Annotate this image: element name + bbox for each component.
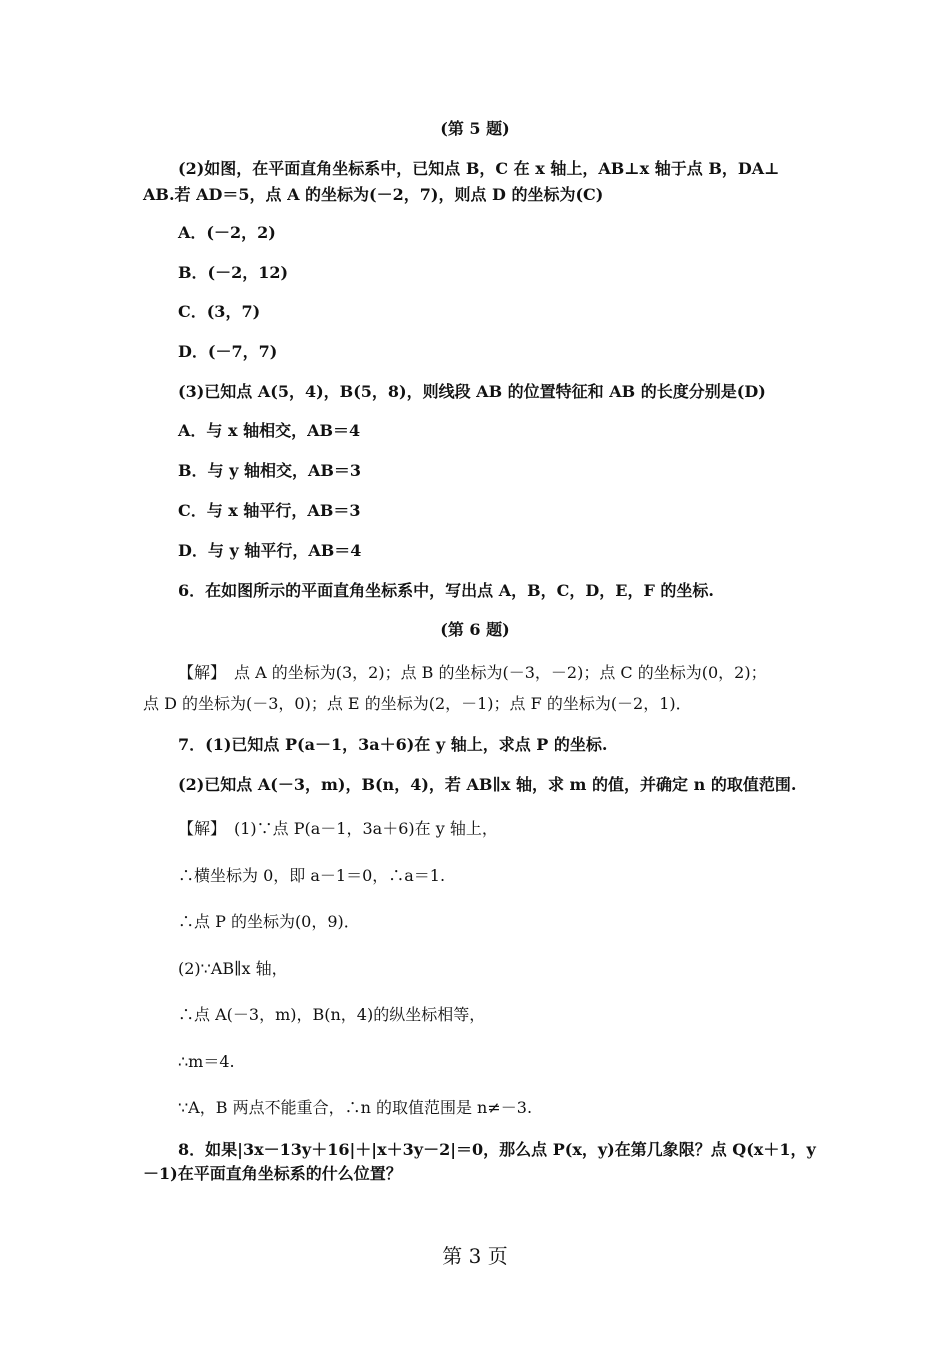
problem5-q3-option-b: B．与 y 轴相交，AB＝3 [178, 461, 362, 480]
problem5-q3-option-a: A．与 x 轴相交，AB＝4 [178, 421, 361, 440]
problem5-q2-line2: AB.若 AD＝5，点 A 的坐标为(－2，7)，则点 D 的坐标为(C) [143, 185, 604, 204]
problem7-solution-line6: ∴m＝4. [178, 1052, 235, 1071]
problem7-solution-line1: 【解】 (1)∵点 P(a－1，3a＋6)在 y 轴上， [178, 819, 498, 838]
problem5-q3-option-c: C．与 x 轴平行，AB＝3 [178, 501, 361, 520]
problem7-solution-line4: (2)∵AB∥x 轴， [178, 959, 288, 978]
problem5-q3-option-d: D．与 y 轴平行，AB＝4 [178, 541, 362, 560]
problem5-q3-stem: (3)已知点 A(5，4)，B(5，8)，则线段 AB 的位置特征和 AB 的长度分别是(D) [178, 382, 766, 401]
problem7-solution-line5: ∴点 A(－3，m)，B(n，4)的纵坐标相等， [178, 1005, 486, 1024]
problem6-solution-line2: 点 D 的坐标为(－3，0)；点 E 的坐标为(2，－1)；点 F 的坐标为(－2，1)． [143, 694, 692, 713]
problem6-solution-line1: 【解】 点 A 的坐标为(3，2)；点 B 的坐标为(－3，－2)；点 C 的坐标为(0，2)； [178, 663, 767, 682]
problem7-solution-line2: ∴横坐标为 0，即 a－1＝0，∴a＝1. [178, 866, 446, 885]
problem5-q2-option-a: A．(－2，2) [178, 223, 276, 242]
problem7-q2: (2)已知点 A(－3，m)，B(n，4)，若 AB∥x 轴，求 m 的值，并确定 n 的取值范围. [178, 775, 797, 794]
problem6-stem: 6．在如图所示的平面直角坐标系中，写出点 A，B，C，D，E，F 的坐标. [178, 581, 714, 600]
problem5-q2-option-c: C．(3，7) [178, 302, 261, 321]
problem7-solution-line7: ∵A，B 两点不能重合，∴n 的取值范围是 n≠－3. [178, 1098, 533, 1117]
figure-5-caption: (第 5 题) [440, 119, 510, 138]
problem5-q2-option-d: D．(－7，7) [178, 342, 278, 361]
page-number: 第 3 页 [442, 1244, 508, 1268]
figure-6-caption: (第 6 题) [440, 620, 510, 639]
problem8-line2: －1)在平面直角坐标系的什么位置？ [143, 1164, 402, 1183]
problem7-solution-line3: ∴点 P 的坐标为(0，9)． [178, 912, 360, 931]
problem5-q2-line1: (2)如图，在平面直角坐标系中，已知点 B，C 在 x 轴上，AB⊥x 轴于点 B，DA⊥ [178, 159, 780, 178]
problem5-q2-option-b: B．(－2，12) [178, 263, 289, 282]
problem7-q1: 7．(1)已知点 P(a－1，3a＋6)在 y 轴上，求点 P 的坐标. [178, 735, 608, 754]
problem8-line1: 8．如果|3x－13y＋16|＋|x＋3y－2|＝0，那么点 P(x，y)在第几象限？点 Q(x＋1，y [178, 1140, 816, 1159]
